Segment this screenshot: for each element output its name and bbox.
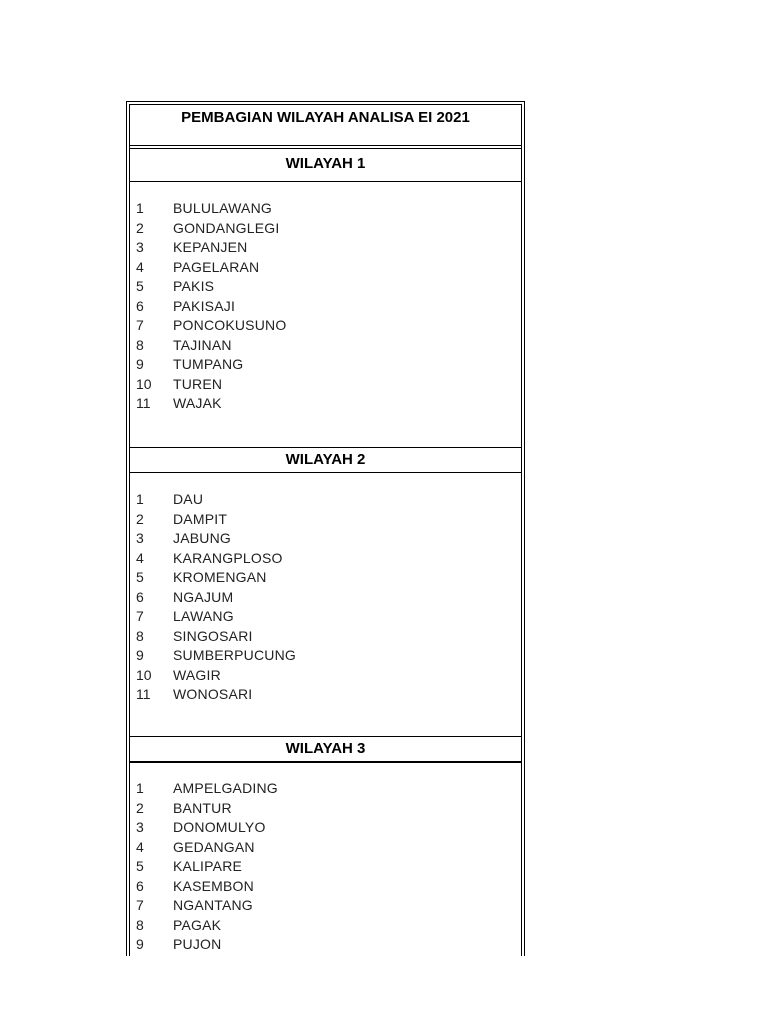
item-name: TUREN — [173, 375, 223, 392]
item-name: SUMBERPUCUNG — [173, 647, 296, 663]
list-item — [130, 896, 521, 916]
item-number: 10 — [136, 666, 152, 683]
region-header-3: WILAYAH 3 — [130, 736, 521, 763]
list-item — [130, 375, 521, 395]
item-name: LAWANG — [173, 608, 234, 624]
list-item — [130, 666, 521, 686]
item-number: 2 — [136, 219, 144, 236]
item-number: 8 — [136, 336, 144, 353]
item-name: WONOSARI — [173, 686, 253, 702]
list-item — [130, 799, 521, 819]
list-item — [130, 316, 521, 336]
item-name: TUMPANG — [173, 356, 244, 372]
item-number: 1 — [136, 780, 144, 796]
item-number: 7 — [136, 608, 144, 624]
list-item — [130, 394, 521, 414]
item-number: 3 — [136, 819, 144, 835]
table-inner-frame — [129, 104, 522, 956]
list-item — [130, 607, 521, 627]
region-list-3 — [130, 779, 521, 955]
list-item — [130, 568, 521, 588]
list-item — [130, 490, 521, 510]
item-number: 3 — [136, 530, 144, 546]
item-name: DAMPIT — [173, 510, 228, 527]
region-header-2: WILAYAH 2 — [130, 447, 521, 473]
item-number: 5 — [136, 278, 144, 294]
list-item — [130, 297, 521, 317]
item-number: 6 — [136, 588, 144, 605]
item-number: 9 — [136, 936, 144, 952]
item-name: DAU — [173, 491, 204, 507]
list-item — [130, 627, 521, 647]
item-number: 3 — [136, 239, 144, 255]
item-name: BULULAWANG — [173, 200, 272, 216]
list-item — [130, 877, 521, 897]
list-item — [130, 935, 521, 955]
item-number: 9 — [136, 356, 144, 372]
item-name: GEDANGAN — [173, 838, 255, 855]
item-number: 7 — [136, 317, 144, 333]
item-name: AMPELGADING — [173, 780, 278, 796]
item-name: PAGELARAN — [173, 258, 260, 275]
item-name: PONCOKUSUNO — [173, 317, 287, 333]
document-table — [126, 101, 525, 956]
item-number: 7 — [136, 897, 144, 913]
list-item — [130, 857, 521, 877]
item-number: 2 — [136, 510, 144, 527]
item-name: WAGIR — [173, 666, 221, 683]
list-item — [130, 685, 521, 705]
item-number: 4 — [136, 838, 144, 855]
item-name: WAJAK — [173, 395, 222, 411]
item-number: 10 — [136, 375, 152, 392]
list-item — [130, 779, 521, 799]
list-item — [130, 336, 521, 356]
item-number: 2 — [136, 799, 144, 816]
list-item — [130, 549, 521, 569]
region-list-2 — [130, 490, 521, 705]
item-name: PAGAK — [173, 916, 222, 933]
item-number: 1 — [136, 491, 144, 507]
list-item — [130, 818, 521, 838]
list-item — [130, 510, 521, 530]
item-name: PUJON — [173, 936, 222, 952]
item-name: KEPANJEN — [173, 239, 248, 255]
item-number: 4 — [136, 549, 144, 566]
list-item — [130, 258, 521, 278]
region-header-1: WILAYAH 1 — [130, 148, 521, 182]
item-name: PAKIS — [173, 278, 215, 294]
item-name: KALIPARE — [173, 858, 243, 874]
list-item — [130, 199, 521, 219]
item-number: 8 — [136, 916, 144, 933]
item-number: 5 — [136, 569, 144, 585]
item-number: 11 — [136, 395, 151, 411]
item-name: GONDANGLEGI — [173, 219, 280, 236]
list-item — [130, 529, 521, 549]
region-list-1 — [130, 199, 521, 414]
item-number: 5 — [136, 858, 144, 874]
item-name: PAKISAJI — [173, 297, 236, 314]
item-name: KROMENGAN — [173, 569, 267, 585]
item-number: 11 — [136, 686, 151, 702]
item-number: 9 — [136, 647, 144, 663]
document-title: PEMBAGIAN WILAYAH ANALISA EI 2021 — [130, 105, 521, 146]
item-number: 8 — [136, 627, 144, 644]
item-number: 4 — [136, 258, 144, 275]
item-number: 1 — [136, 200, 144, 216]
list-item — [130, 277, 521, 297]
item-number: 6 — [136, 877, 144, 894]
item-number: 6 — [136, 297, 144, 314]
item-name: NGANTANG — [173, 897, 253, 913]
list-item — [130, 219, 521, 239]
item-name: KASEMBON — [173, 877, 254, 894]
list-item — [130, 238, 521, 258]
list-item — [130, 355, 521, 375]
item-name: NGAJUM — [173, 588, 234, 605]
list-item — [130, 588, 521, 608]
list-item — [130, 916, 521, 936]
item-name: SINGOSARI — [173, 627, 253, 644]
item-name: TAJINAN — [173, 336, 232, 353]
item-name: BANTUR — [173, 799, 232, 816]
item-name: JABUNG — [173, 530, 231, 546]
item-name: KARANGPLOSO — [173, 549, 283, 566]
item-name: DONOMULYO — [173, 819, 266, 835]
list-item — [130, 838, 521, 858]
list-item — [130, 646, 521, 666]
